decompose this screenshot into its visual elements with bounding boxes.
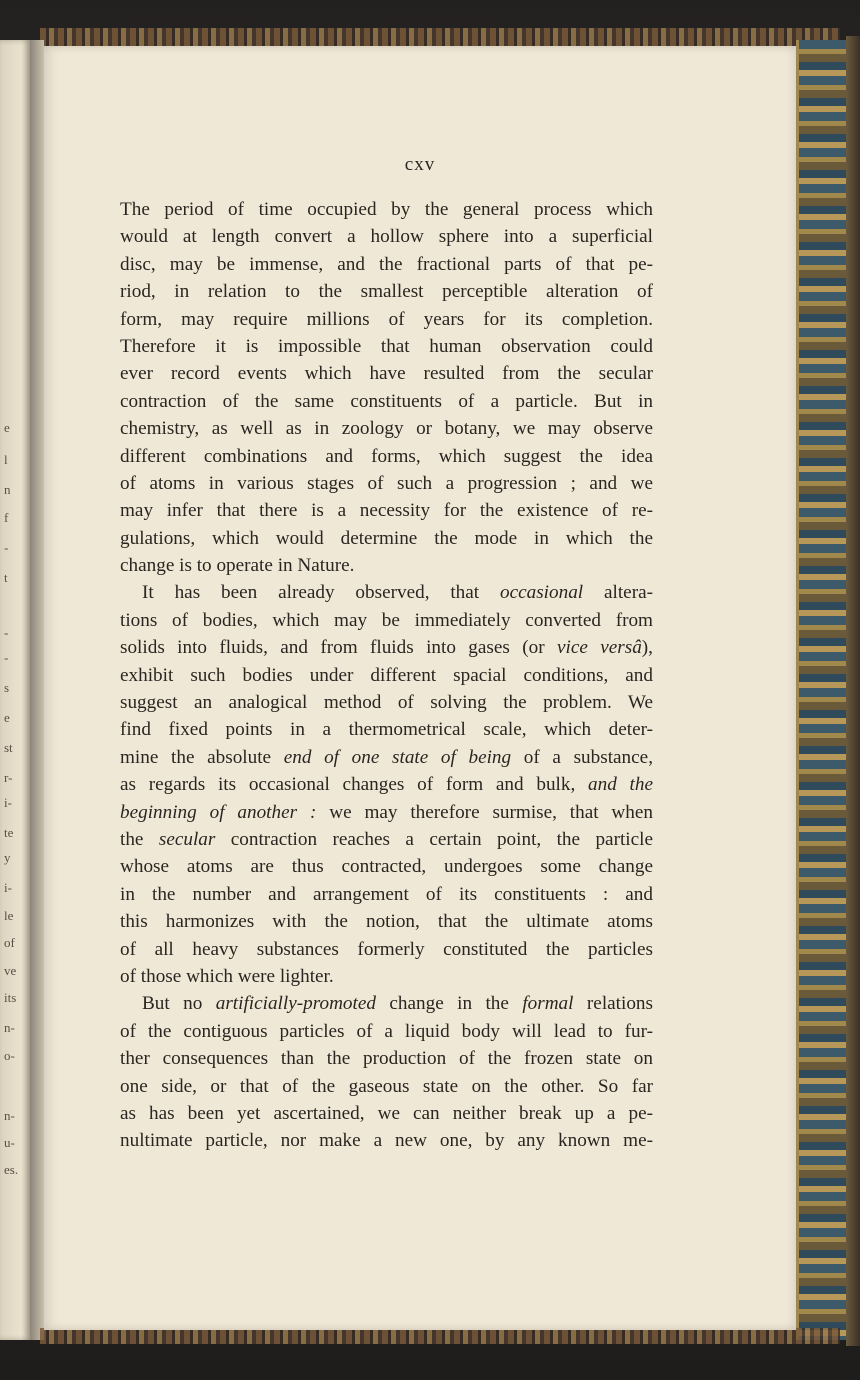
text-line: ever record events which have resulted from the secular: [120, 363, 653, 385]
facing-page-fragment: u-: [4, 1135, 15, 1150]
italic-phrase: end of one state of being: [283, 746, 512, 768]
facing-page-fragment: n-: [4, 1108, 15, 1123]
facing-page-fragment: -: [4, 650, 9, 665]
text-run: contraction reaches a certain point, the particle: [215, 828, 653, 850]
facing-page-fragment: its: [4, 990, 17, 1005]
facing-page-fragment: ve: [4, 963, 17, 978]
text-line: [120, 744, 653, 771]
facing-page-fragment: le: [4, 908, 14, 923]
text-line: gulations, which would determine the mode in which the: [120, 527, 653, 549]
italic-phrase: artificially-promoted: [215, 993, 376, 1015]
text-line: one side, or that of the gaseous state on the other. So far: [120, 1075, 653, 1097]
facing-page-fragment: r-: [4, 770, 13, 785]
italic-phrase: formal: [522, 993, 574, 1015]
italic-phrase: vice versâ: [556, 637, 642, 659]
text-run: But no: [142, 993, 216, 1015]
facing-page-fragment: e: [4, 420, 10, 435]
text-line: of atoms in various stages of such a progression ; and we: [120, 472, 653, 494]
text-line: this harmonizes with the notion, that the ultimate atoms: [120, 911, 653, 933]
text-line: would at length convert a hollow sphere into a superficial: [120, 226, 653, 248]
facing-page-fragment: n: [4, 482, 11, 497]
text-run: altera-: [583, 582, 653, 604]
text-line: riod, in relation to the smallest perceptible alteration of: [120, 281, 653, 303]
book-gutter: [30, 40, 44, 1340]
facing-page-fragment: s: [4, 680, 10, 695]
text-line: [120, 990, 653, 1017]
text-line: contraction of the same constituents of a particle. But in: [120, 390, 653, 412]
body-text: [120, 196, 653, 1155]
facing-page-fragment: f: [4, 510, 9, 525]
text-line: in the number and arrangement of its constituents : and: [120, 883, 653, 905]
facing-page-fragment: o-: [4, 1048, 15, 1063]
text-run: as regards its occasional changes of form and bulk,: [120, 774, 589, 796]
facing-page-fragment: -: [4, 625, 9, 640]
marbled-fore-edge: [796, 40, 851, 1340]
facing-page-fragment: te: [4, 825, 14, 840]
left-page-edge: [0, 40, 30, 1340]
text-run: we may therefore surmise, that when: [316, 801, 653, 823]
facing-page-fragment: l: [4, 452, 8, 467]
facing-page-fragment: i-: [4, 880, 12, 895]
text-line: [120, 634, 653, 661]
text-run: change in the: [375, 993, 523, 1015]
italic-phrase: beginning of another :: [120, 801, 317, 823]
italic-phrase: and the: [588, 774, 653, 796]
facing-page-fragment: i-: [4, 795, 12, 810]
text-run: of a substance,: [511, 746, 653, 768]
text-line: [120, 771, 653, 798]
text-line: as has been yet ascertained, we can neither break up a pe-: [120, 1102, 653, 1124]
text-line: The period of time occupied by the general process which: [120, 199, 653, 220]
text-run: solids into fluids, and from fluids into gases (or: [120, 637, 557, 659]
page-number: cxv: [404, 154, 436, 175]
text-line: form, may require millions of years for its completion.: [120, 308, 653, 330]
text-line: find fixed points in a thermometrical scale, which deter-: [120, 719, 653, 741]
text-line: of all heavy substances formerly constituted the particles: [120, 938, 653, 960]
text-line: chemistry, as well as in zoology or botany, we may observe: [120, 418, 653, 440]
text-line: [120, 826, 653, 853]
facing-page-fragment: n-: [4, 1020, 15, 1035]
bottom-book-edge: [40, 1328, 840, 1344]
book-page: [44, 46, 796, 1330]
facing-page-fragment: t: [4, 570, 8, 585]
text-line: change is to operate in Nature.: [120, 555, 355, 577]
text-line: may infer that there is a necessity for the existence of re-: [120, 500, 653, 522]
facing-page-fragment: es.: [4, 1162, 19, 1177]
text-line: whose atoms are thus contracted, undergoes some change: [120, 856, 653, 878]
text-line: of the contiguous particles of a liquid body will lead to fur-: [120, 1020, 653, 1042]
text-run: the: [120, 828, 159, 850]
italic-phrase: occasional: [500, 582, 584, 604]
top-book-edge: [40, 28, 840, 46]
text-run: relations: [573, 993, 653, 1015]
text-line: different combinations and forms, which suggest the idea: [120, 445, 653, 467]
text-line: disc, may be immense, and the fractional parts of that pe-: [120, 253, 653, 275]
text-line: exhibit such bodies under different spacial conditions, and: [120, 664, 653, 686]
text-line: tions of bodies, which may be immediately converted from: [120, 609, 653, 631]
text-line: Therefore it is impossible that human observation could: [120, 335, 653, 357]
text-run: ),: [641, 637, 653, 659]
cover-edge: [846, 36, 860, 1346]
facing-page-fragment: st: [4, 740, 13, 755]
text-line: ther consequences than the production of the frozen state on: [120, 1048, 653, 1070]
text-run: mine the absolute: [120, 746, 284, 768]
facing-page-fragment: y: [4, 850, 11, 865]
text-line: of those which were lighter.: [120, 965, 334, 987]
facing-page-fragment: of: [4, 935, 15, 950]
facing-page-fragment: e: [4, 710, 10, 725]
text-line: [120, 799, 653, 826]
facing-page-fragment: -: [4, 540, 9, 555]
text-run: It has been already observed, that: [142, 582, 500, 604]
text-line: [120, 579, 653, 606]
text-line: suggest an analogical method of solving the problem. We: [120, 692, 653, 714]
text-line: nultimate particle, nor make a new one, by any known me-: [120, 1130, 653, 1152]
italic-phrase: secular: [158, 828, 216, 850]
